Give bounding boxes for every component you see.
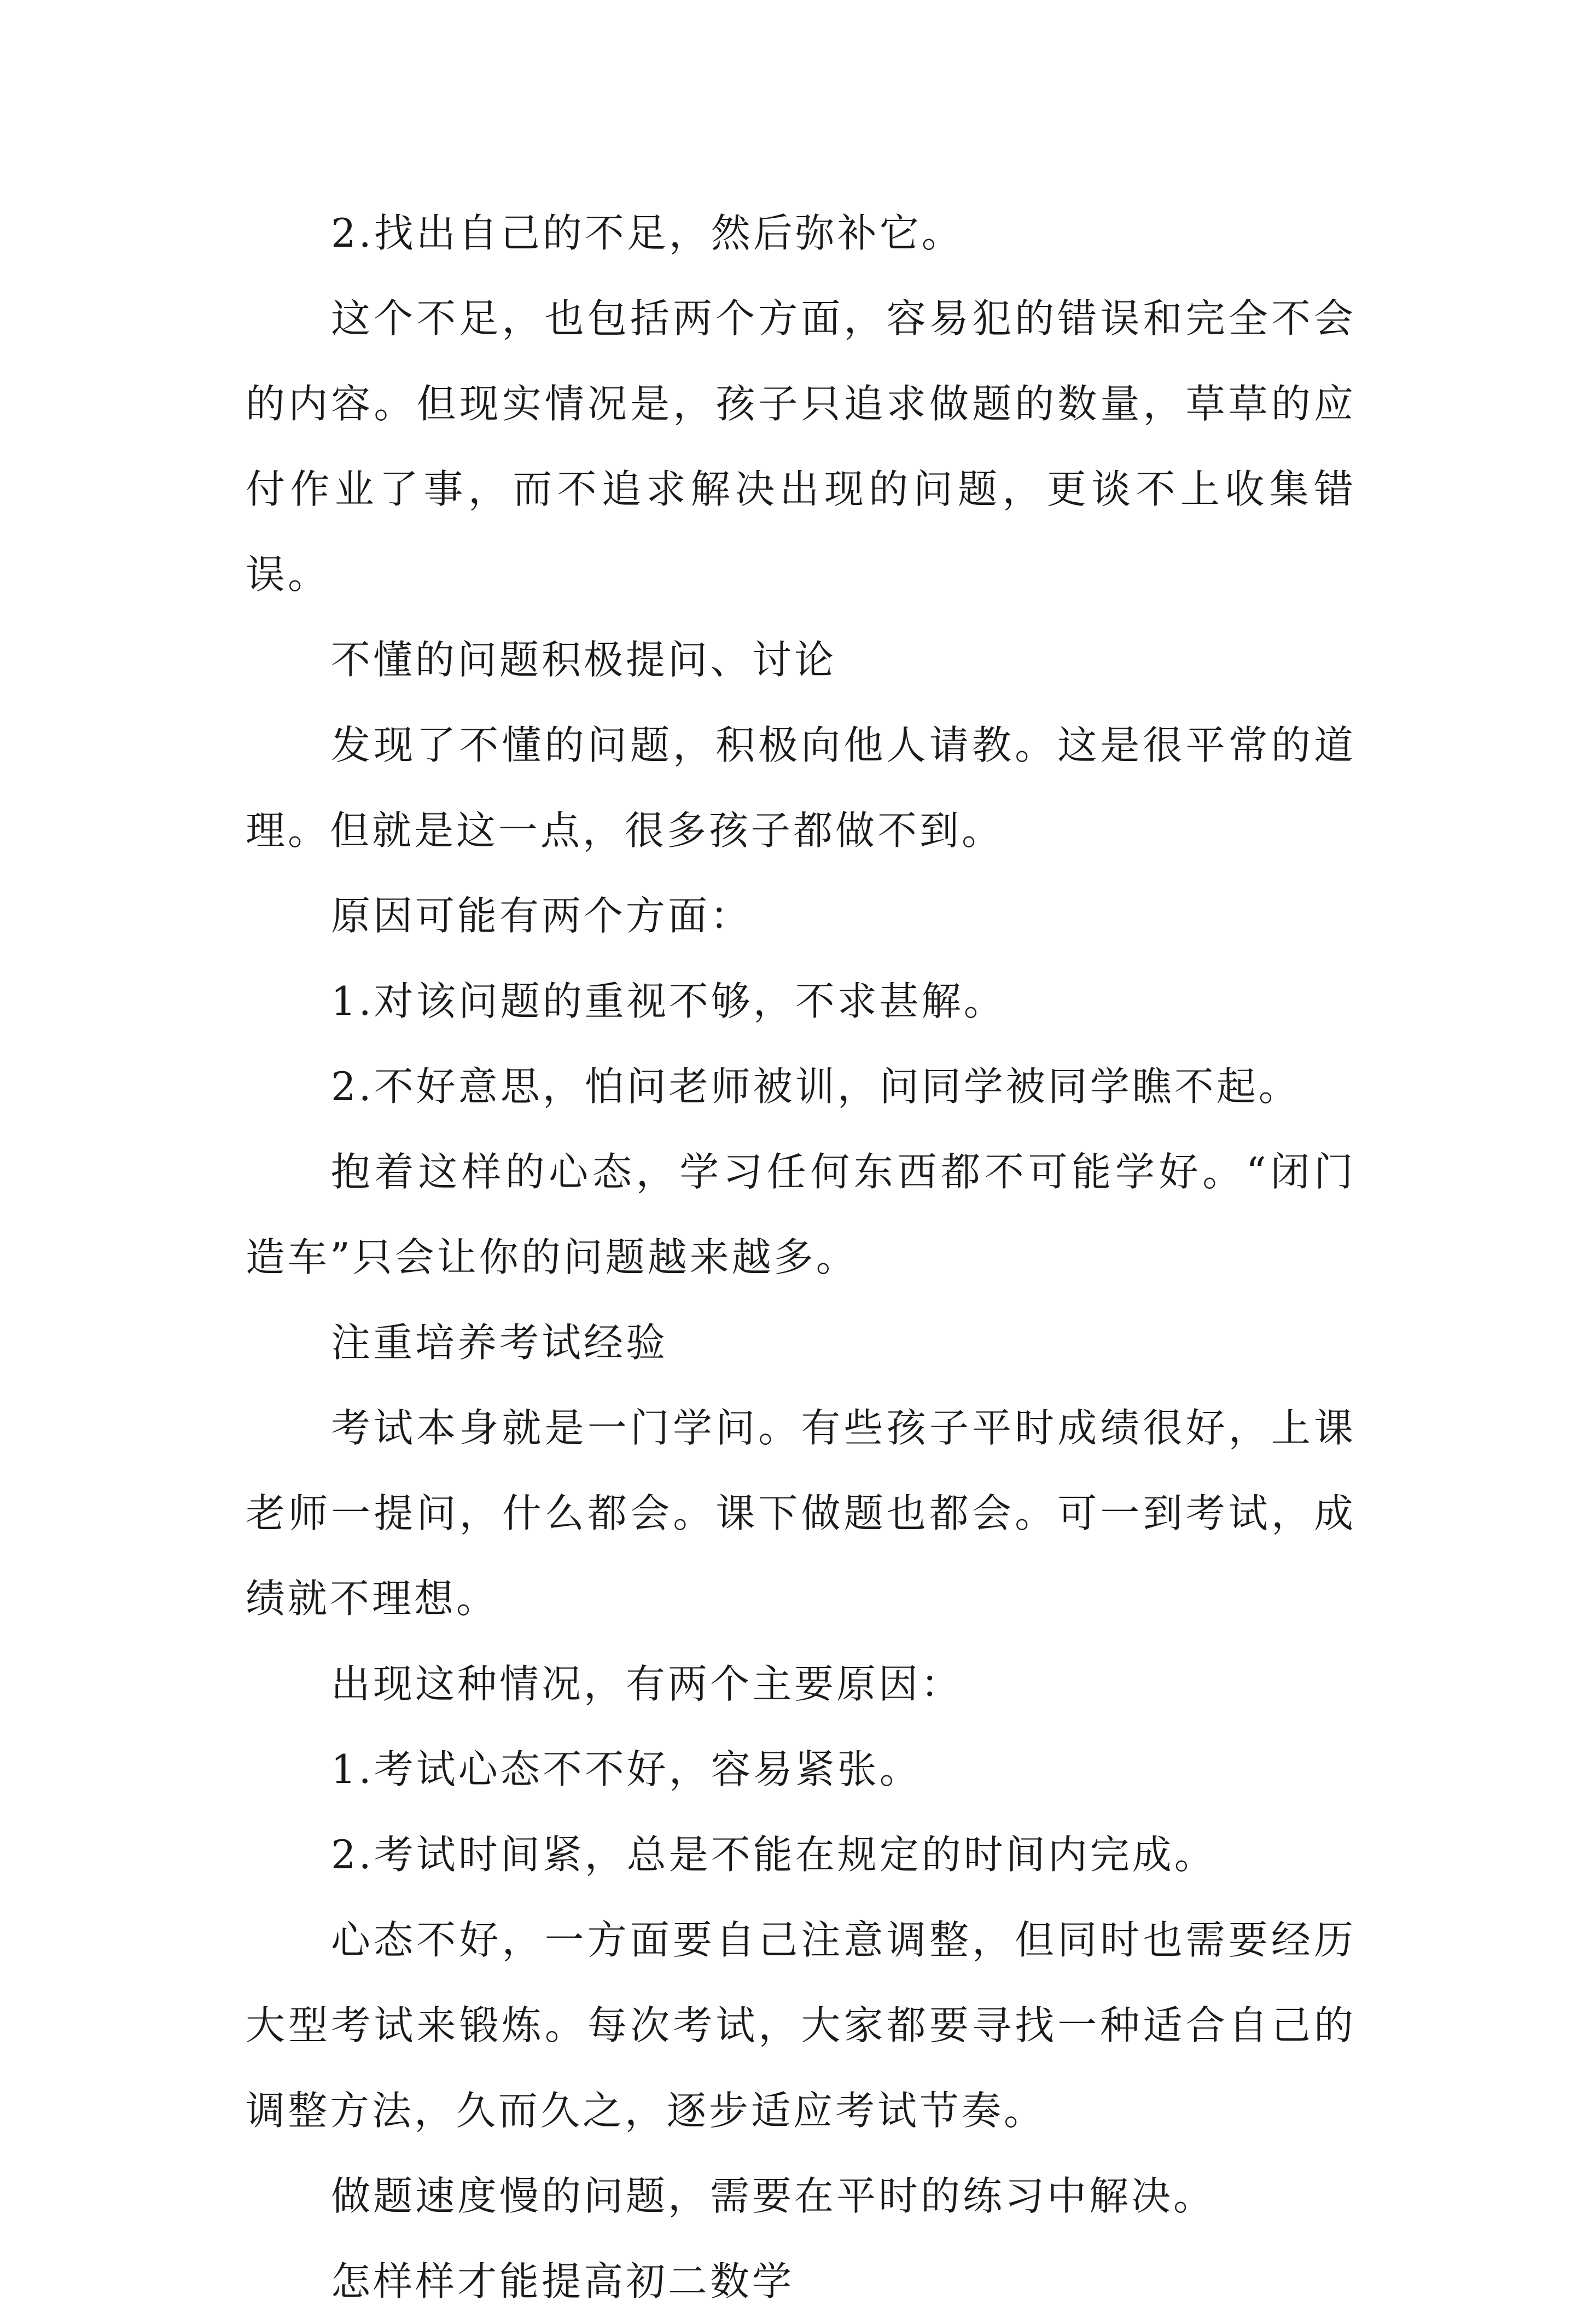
list-item: 1.对该问题的重视不够，不求甚解。 [331,978,1006,1024]
paragraph: 考试本身就是一门学问。有些孩子平时成绩很好，上课老师一提问，什么都会。课下做题也都会。可一到考试，成绩就不理想。 [246,1405,1356,1622]
paragraph: 做题速度慢的问题，需要在平时的练习中解决。 [331,2173,1216,2219]
list-item: 2.考试时间紧，总是不能在规定的时间内完成。 [331,1832,1217,1878]
section-heading: 怎样样才能提高初二数学 [331,2258,795,2304]
paragraph: 原因可能有两个方面： [331,893,753,939]
section-heading: 注重培养考试经验 [331,1320,668,1366]
paragraph: 出现这种情况，有两个主要原因： [331,1661,963,1707]
list-item: 2.不好意思，怕问老师被训，问同学被同学瞧不起。 [331,1064,1301,1109]
list-item: 1.考试心态不不好，容易紧张。 [331,1746,922,1792]
paragraph: 发现了不懂的问题，积极向他人请教。这是很平常的道理。但就是这一点，很多孩子都做不到。 [246,722,1356,853]
paragraph: 抱着这样的心态，学习任何东西都不可能学好。“闭门造车”只会让你的问题越来越多。 [246,1149,1356,1280]
document-body [246,190,1356,2324]
paragraph: 心态不好，一方面要自己注意调整，但同时也需要经历大型考试来锻炼。每次考试，大家都要寻找一种适合自己的调整方法，久而久之，逐步适应考试节奏。 [246,1917,1356,2134]
paragraph: 这个不足，也包括两个方面，容易犯的错误和完全不会的内容。但现实情况是，孩子只追求做题的数量，草草的应付作业了事，而不追求解决出现的问题，更谈不上收集错误。 [246,295,1356,597]
section-heading: 不懂的问题积极提问、讨论 [331,637,837,683]
paragraph: 2.找出自己的不足，然后弥补它。 [331,210,964,256]
